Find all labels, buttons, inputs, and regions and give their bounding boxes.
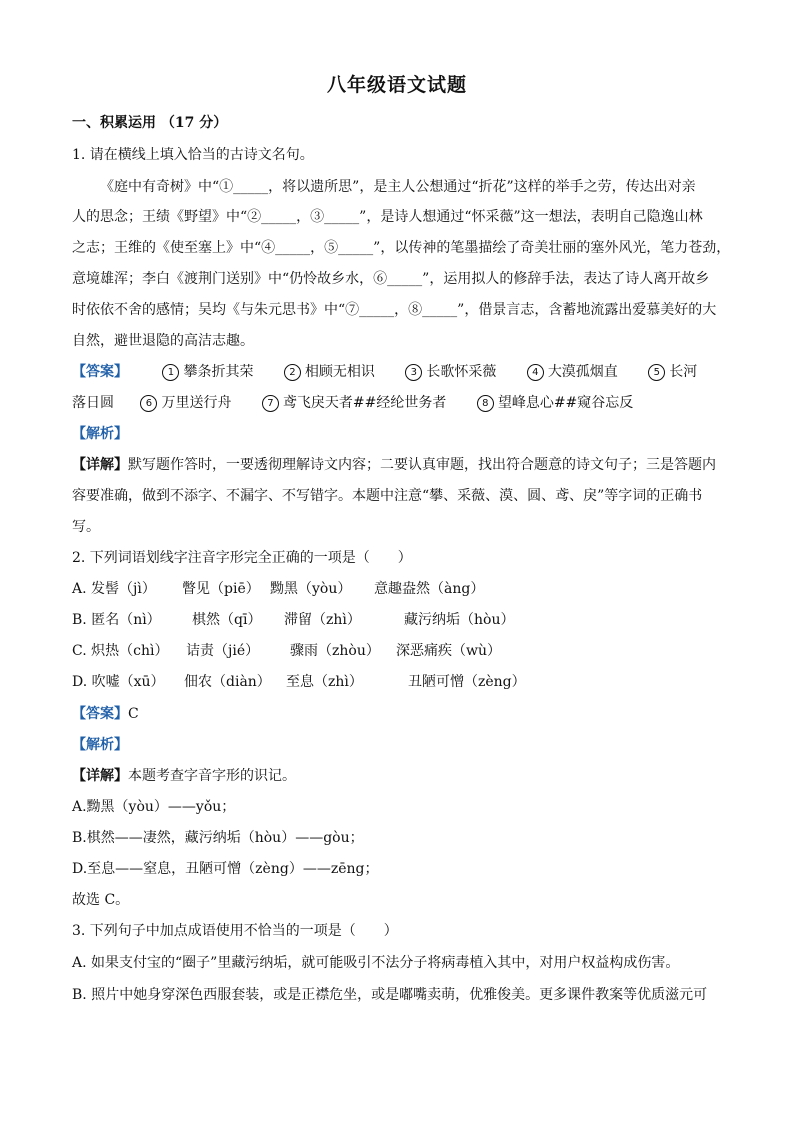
q1-text-line: 人的思念；王绩《野望》中“②_____，③_____”，是诗人想通过“怀采薇”这一想法，表明自己隐逸山林 (72, 209, 703, 225)
q1-text-line: 《庭中有奇树》中“①_____，将以遗所思”，是主人公想通过“折花”这样的举手之劳，传达出对亲 (100, 179, 696, 195)
option-word: 诘责（jié） (186, 643, 260, 659)
detail-line: 写。 (72, 519, 100, 535)
answer-item: 万里送行舟 (161, 395, 232, 411)
option-word: 丑陋可憎（zèng） (408, 674, 526, 690)
detail-text: 默写题作答时，一要透彻理解诗文内容；二要认真审题，找出符合题意的诗文句子；三是答题内 (128, 457, 716, 473)
option-word: 至息（zhì） (286, 674, 363, 690)
answer-item: 鸢飞戾天者##经纶世务者 (282, 395, 447, 411)
q3-option-a: A. 如果支付宝的“圈子”里藏污纳垢，就可能吸引不法分子将病毒植入其中，对用户权益构成伤害。 (72, 955, 680, 971)
answer-item: 望峰息心##窥谷忘反 (497, 395, 634, 411)
detail-line: D.至息——窒息，丑陋可憎（zèng）——zēng； (72, 861, 379, 877)
detail-line: 容要准确，做到不添字、不漏字、不写错字。本题中注意“攀、采薇、漠、圆、鸢、戾”等字词的正确书 (72, 488, 703, 504)
detail-line (72, 765, 732, 785)
q1-answer-line (72, 361, 732, 381)
q3-stem: 3. 下列句子中加点成语使用不恰当的一项是（ ） (72, 923, 398, 939)
option-word: 骤雨（zhòu） (290, 643, 380, 659)
analysis-tag: 【解析】 (72, 426, 128, 442)
answer-number: 7 (262, 395, 279, 412)
option-word: C. 炽热（chì） (72, 643, 169, 659)
answer-item: 长河 (669, 364, 698, 380)
answer-number: 2 (284, 364, 301, 381)
q1-stem: 1. 请在横线上填入恰当的古诗文名句。 (72, 147, 314, 163)
q1-answer-line (72, 392, 732, 412)
option-word: B. 匿名（nì） (72, 612, 161, 628)
q2-stem: 2. 下列词语划线字注音字形完全正确的一项是（ ） (72, 550, 412, 566)
answer-number: 4 (527, 364, 544, 381)
answer-number: 3 (405, 364, 422, 381)
answer-item: 相顾无相识 (304, 364, 375, 380)
answer-number: 8 (477, 395, 494, 412)
option-word: 意趣盎然（àng） (374, 581, 485, 597)
answer-item: 大漠孤烟直 (547, 364, 618, 380)
q1-text-line: 时依依不舍的感情；吴均《与朱元思书》中“⑦_____，⑧_____”，借景言志，含蓄地流露出爱慕美好的大 (72, 302, 717, 318)
detail-line: A.黝黑（yòu）——yǒu； (72, 799, 236, 815)
answer-value: C (128, 706, 139, 722)
q2-option-d (72, 671, 732, 691)
option-word: 深恶痛疾（wù） (396, 643, 501, 659)
q2-option-c (72, 640, 732, 660)
detail-text: 本题考查字音字形的识记。 (128, 768, 296, 784)
option-word: 黝黑（yòu） (270, 581, 352, 597)
section-heading: 一、积累运用 （17 分） (72, 115, 228, 131)
option-word: D. 吹嘘（xū） (72, 674, 165, 690)
q2-option-a (72, 578, 732, 598)
detail-line (72, 454, 732, 474)
analysis-tag: 【解析】 (72, 737, 128, 753)
answer-tag: 【答案】 (72, 364, 128, 380)
q1-text-line: 意境雄浑；李白《渡荆门送别》中“仍怜故乡水，⑥_____”，运用拟人的修辞手法，表达了诗人离开故乡 (72, 271, 710, 287)
option-word: 滞留（zhì） (284, 612, 361, 628)
option-word: 瞥见（piē） (182, 581, 260, 597)
q3-option-b: B. 照片中她身穿深色西服套装，或是正襟危坐，或是嘟嘴卖萌，优雅俊美。更多课件教案等优质滋元可 (72, 987, 708, 1003)
detail-tag: 【详解】 (72, 457, 128, 473)
answer-item: 攀条折其荣 (183, 364, 254, 380)
answer-tag: 【答案】 (72, 706, 128, 722)
q2-answer-line (72, 703, 732, 723)
q2-option-b (72, 609, 732, 629)
q1-text-line: 之志；王维的《使至塞上》中“④_____，⑤_____”，以传神的笔墨描绘了奇美壮丽的塞外风光，笔力苍劲， (72, 240, 731, 256)
answer-number: 5 (648, 364, 665, 381)
page-title: 八年级语文试题 (326, 74, 467, 96)
option-word: A. 发髻（jì） (72, 581, 156, 597)
detail-tag: 【详解】 (72, 768, 128, 784)
option-word: 佃农（diàn） (184, 674, 271, 690)
answer-number: 6 (140, 395, 157, 412)
detail-line: B.棋然——凄然，藏污纳垢（hòu）——gòu； (72, 830, 364, 846)
answer-number: 1 (162, 364, 179, 381)
q1-text-line: 自然，避世退隐的高洁志趣。 (72, 333, 254, 349)
answer-item: 落日圆 (72, 395, 114, 411)
option-word: 棋然（qī） (192, 612, 262, 628)
answer-item: 长歌怀采薇 (426, 364, 497, 380)
option-word: 藏污纳垢（hòu） (404, 612, 515, 628)
detail-line: 故选 C。 (72, 892, 130, 908)
